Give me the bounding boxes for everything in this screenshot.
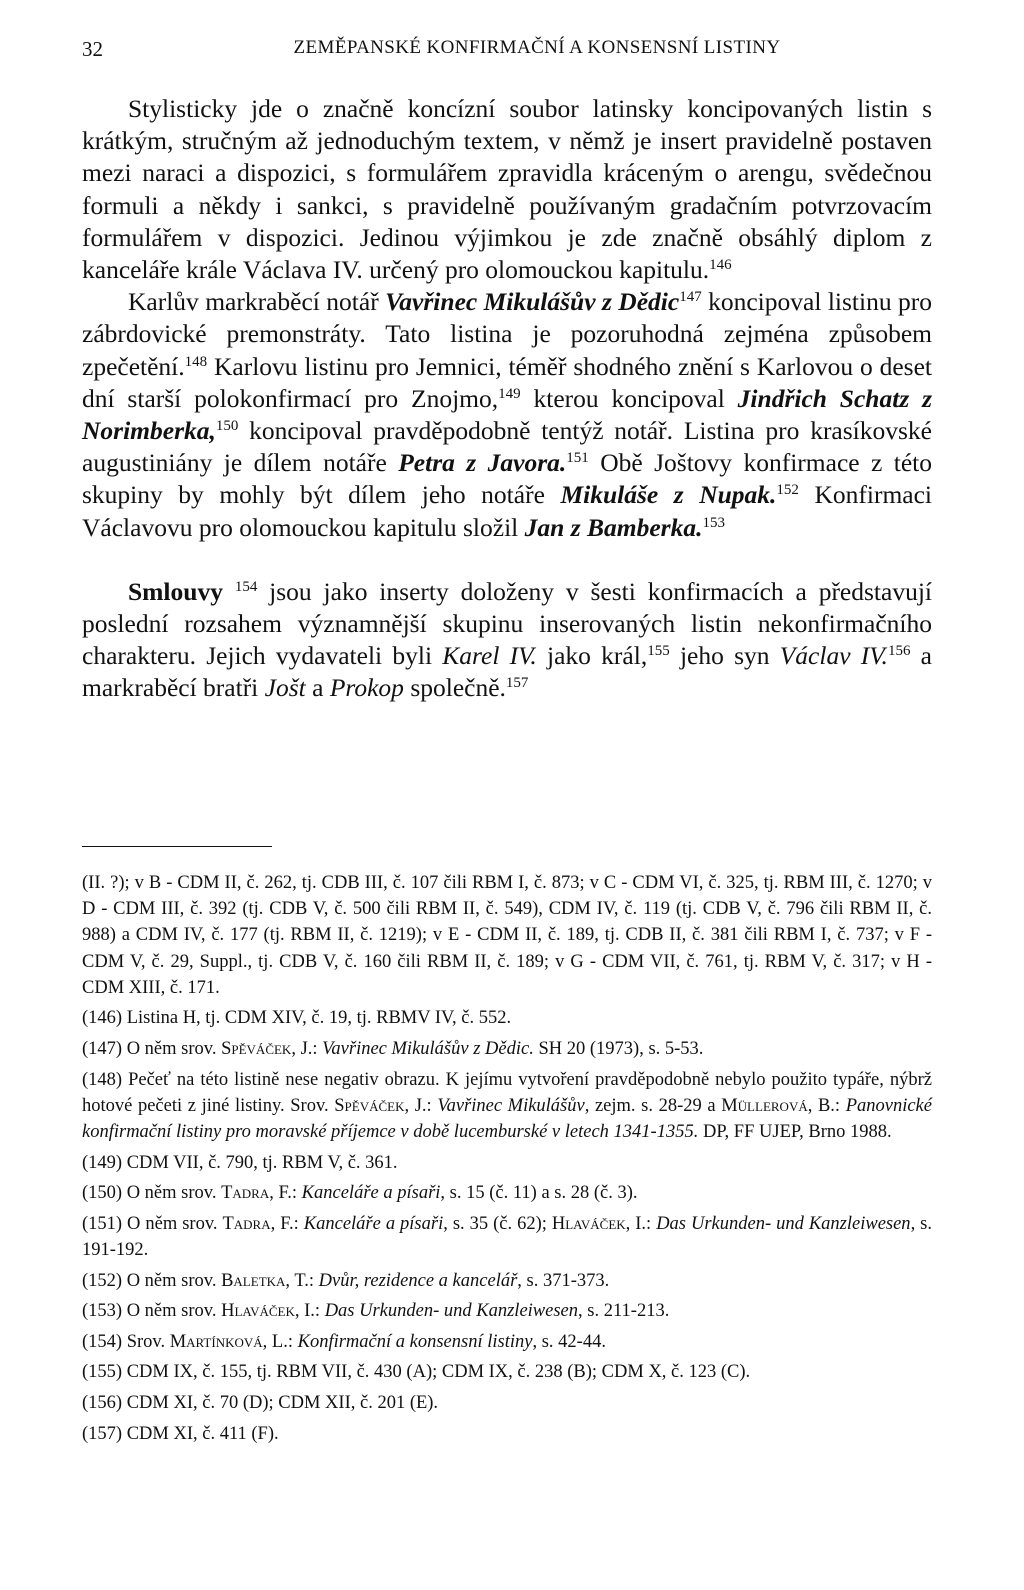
- footnote-149: (149) CDM VII, č. 790, tj. RBM V, č. 361.: [82, 1152, 398, 1173]
- main-text: [82, 93, 932, 705]
- note-text: , s. 42-44.: [532, 1331, 606, 1352]
- footnote-146: (146) Listina H, tj. CDM XIV, č. 19, tj. RBMV IV, č. 552.: [82, 1008, 512, 1029]
- text-run: a markraběcí bratři: [82, 641, 932, 703]
- person-name: Jindřich Schatz z Norimberka,: [82, 383, 933, 446]
- note-text: (150) O něm srov.: [82, 1183, 222, 1204]
- note-text: SH 20 (1973), s. 5-53.: [533, 1039, 704, 1059]
- text-run: kterou koncipoval: [520, 383, 738, 413]
- note-title: Konfirmační a konsensní listiny: [297, 1331, 533, 1352]
- footnote-152: [82, 1268, 932, 1294]
- note-text: , s. 211-213.: [578, 1301, 670, 1322]
- footnote-ref: 146: [709, 257, 732, 274]
- note-author: Hlaváček: [551, 1213, 626, 1234]
- footnote-151: [82, 1211, 932, 1263]
- note-text: , s. 15 (č. 11) a s. 28 (č. 3).: [440, 1183, 638, 1204]
- note-author: Tadra: [221, 1183, 270, 1204]
- footnote-153: [82, 1298, 932, 1324]
- note-text: (152) O něm srov.: [82, 1270, 222, 1291]
- footnote-divider: [82, 846, 272, 847]
- footnote-155: (155) CDM IX, č. 155, tj. RBM VII, č. 430 (A); CDM IX, č. 238 (B); CDM X, č. 123 (C).: [82, 1362, 751, 1383]
- running-title: ZEMĚPANSKÉ KONFIRMAČNÍ A KONSENSNÍ LISTINY: [293, 37, 781, 58]
- note-author: Martínková: [169, 1331, 263, 1352]
- note-author: Baletka: [221, 1270, 286, 1291]
- footnote-ref: 154: [234, 578, 258, 595]
- note-text: , I.:: [625, 1213, 657, 1234]
- footnote-148: [82, 1067, 932, 1146]
- note-text: , L.:: [262, 1331, 298, 1352]
- note-text: (153) O něm srov.: [82, 1301, 222, 1322]
- note-text: , J.:: [291, 1039, 323, 1059]
- note-text: , B.:: [807, 1095, 846, 1116]
- note-title: Das Urkunden- und Kanzleiwesen: [324, 1301, 579, 1322]
- note-text: DP, FF UJEP, Brno 1988.: [698, 1122, 892, 1142]
- note-text: , s. 35 (č. 62);: [443, 1213, 552, 1234]
- text-run: Obě Joštovy konfirmace z této skupiny by mohly být dílem jeho notáře: [82, 448, 932, 510]
- text-run: Karlův markraběcí notář: [128, 287, 386, 317]
- note-text: (154) Srov.: [82, 1331, 170, 1352]
- text-run: jeho syn: [669, 641, 780, 671]
- footnote-ref: 148: [184, 353, 208, 370]
- text-run: Konfirmaci Václavovu pro olomouckou kapitulu složil: [82, 480, 932, 542]
- paragraph-2: [82, 286, 932, 544]
- paragraph-1: [82, 93, 932, 286]
- note-text: (148) Pečeť na této listině nese negativ obrazu. K jejímu vytvoření pravděpodobně nebylo použito typáře, nýbrž hotové pečeti z jiné listiny. Srov.: [82, 1069, 932, 1116]
- footnote-150: [82, 1180, 932, 1206]
- person-name: Vavřinec Mikulášův z Dědic: [385, 287, 680, 317]
- note-text: (147) O něm srov.: [82, 1039, 222, 1059]
- note-text: , T.:: [285, 1270, 319, 1291]
- person-name: Karel IV.: [442, 641, 537, 671]
- note-author: Spěváček: [334, 1095, 405, 1116]
- paragraph-3: [82, 576, 932, 705]
- note-text: , s. 191-192.: [82, 1213, 932, 1260]
- footnote-ref: 152: [776, 482, 799, 499]
- note-text: , s. 371-373.: [517, 1270, 610, 1291]
- note-title: Kanceláře a písaři: [303, 1213, 444, 1234]
- note-text: , F.:: [270, 1213, 304, 1234]
- note-text: , J.:: [404, 1095, 438, 1116]
- note-author: Müllerová: [721, 1095, 808, 1116]
- footnote-157: (157) CDM XI, č. 411 (F).: [82, 1423, 279, 1444]
- text-run: jako král,: [536, 641, 648, 671]
- footnote-156: (156) CDM XI, č. 70 (D); CDM XII, č. 201 (E).: [82, 1392, 439, 1413]
- text-run: koncipoval listinu pro zábrdovické premonstráty. Tato listina je pozoruhodná zejména způsobem zpečetění.: [82, 287, 932, 381]
- note-author: Hlaváček: [221, 1301, 295, 1322]
- note-text: , F.:: [269, 1183, 302, 1204]
- running-header: [82, 37, 932, 63]
- footnotes: [82, 870, 932, 1451]
- note-title: Kanceláře a písaři: [301, 1183, 441, 1204]
- text-run: Karlovu listinu pro Jemnici, téměř shodného znění s Karlovou o deset dní starší polokonfirmací pro Znojmo,: [82, 351, 932, 413]
- note-text: (151) O něm srov.: [82, 1213, 223, 1234]
- text-run: koncipoval pravděpodobně tentýž notář. Listina pro krasíkovské augustiniány je dílem notáře: [82, 416, 932, 478]
- page-number: 32: [82, 37, 103, 61]
- footnote-ref: 149: [498, 385, 521, 402]
- text-run: a: [305, 673, 330, 703]
- footnote-ref: 153: [702, 514, 725, 531]
- person-name: Václav IV.: [779, 641, 888, 671]
- footnote-147: [82, 1036, 932, 1062]
- footnote-ref: 147: [679, 289, 702, 306]
- text-run: jsou jako inserty doloženy v šesti konfirmacích a představují poslední rozsahem významnější skupinu inserovaných listin nekonfirmačního charakteru. Jejich vydavateli byli: [82, 576, 932, 671]
- note-title: Vavřinec Mikulášův z Dědic.: [322, 1039, 534, 1059]
- note-title: Das Urkunden- und Kanzleiwesen: [656, 1213, 911, 1234]
- text-run: společně.: [403, 673, 506, 703]
- text-run: Stylisticky jde o značně koncízní soubor latinsky koncipovaných listin s krátkým, stručným až jednoduchým textem, v němž je insert pravidelně postaven mezi naraci a dispozici, s formulářem zpravidla kráceným o arengu, svědečnou formuli a někdy i sankci, s pravidelně používaným gradačním potvrzovacím formulářem v dispozici. Jedinou výjimkou je zde značně obsáhlý diplom z kanceláře krále Václava IV. určený pro olomouckou kapitulu.: [82, 94, 932, 285]
- section-keyword: Smlouvy: [128, 576, 235, 606]
- note-text: , zejm. s. 28-29 a: [584, 1095, 722, 1116]
- footnote-154: [82, 1329, 932, 1355]
- footnote-continued: (II. ?); v B - CDM II, č. 262, tj. CDB III, č. 107 čili RBM I, č. 873; v C - CDM VI, č. 325, tj. RBM III, č. 1270; v D - CDM III, č. 392 (tj. CDB V, č. 500 čili RBM II, č. 549), CDM IV, č. 119 (tj. CDB V, č. 796 čili RBM II, č. 988) a CDM IV, č. 177 (tj. RBM II, č. 1219); v E - CDM II, č. 189, tj. CDB II, č. 381 čili RBM I, č. 737; v F - CDM V, č. 29, Suppl., tj. CDB V, č. 160 čili RBM II, č. 189; v G - CDM VII, č. 761, tj. RBM V, č. 317; v H - CDM XIII, č. 171.: [82, 873, 932, 998]
- note-author: Tadra: [222, 1213, 271, 1234]
- note-title: Dvůr, rezidence a kancelář: [318, 1270, 518, 1291]
- footnote-ref: 150: [215, 418, 239, 435]
- person-name: Petra z Javora.: [398, 448, 567, 478]
- footnote-ref: 155: [647, 643, 670, 660]
- footnote-ref: 156: [887, 643, 911, 660]
- note-text: , I.:: [294, 1301, 325, 1322]
- note-author: Spěváček: [221, 1039, 292, 1059]
- person-name: Prokop: [329, 673, 404, 703]
- note-title: Panovnické konfirmační listiny pro moravské příjemce v době lucemburské v letech 1341-1355.: [82, 1095, 932, 1142]
- footnote-ref: 157: [505, 675, 529, 692]
- footnote-ref: 151: [566, 450, 589, 467]
- note-title: Vavřinec Mikulášův: [437, 1095, 585, 1116]
- person-name: Mikuláše z Nupak.: [560, 480, 777, 510]
- person-name: Jošt: [264, 673, 306, 703]
- person-name: Jan z Bamberka.: [524, 512, 703, 542]
